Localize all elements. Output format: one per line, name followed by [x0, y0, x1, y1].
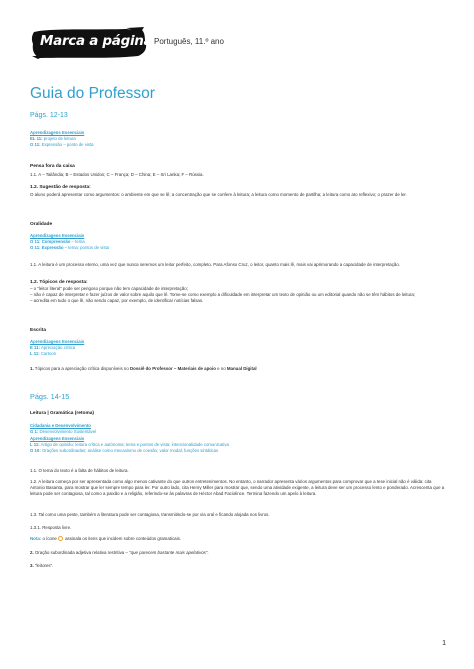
- answer-1-3: 1.3. Tal como uma peste, também a literatura pode ser contagiosa, transmitindo-se por via oral e ficando alojada nos livros.: [30, 512, 270, 517]
- ae-line: E 11: Apreciação crítica: [30, 345, 76, 350]
- ae-title: Aprendizagens Essenciais: [30, 339, 85, 344]
- subject-label: Português, 11.º ano: [154, 37, 224, 46]
- ae-line: G 10: Orações subordinadas; análise como mecanismo de coesão; valor modal; funções sintáticas: [30, 448, 219, 453]
- pages-label-2: Págs. 14-15: [30, 392, 70, 401]
- answer-text: 1.1. A leitura é um processo eterno, uma vez que nunca seremos um leitor perfeito, completo. Para Afonso Cruz, o leitor, quanto mais lê, mais vai aprimorando a capacidade de interpretação.: [30, 262, 400, 267]
- leitura-block: [30, 411, 445, 454]
- suggestion-title: 1.2. Sugestão de resposta:: [30, 185, 91, 190]
- topic-item: – acredita em tudo o que lê, não sendo capaz, por exemplo, de identificar notícias falsas.: [30, 298, 204, 303]
- topic-item: – o "leitor literal" pode ser perigoso porque não tem capacidade de interpretação;: [30, 286, 188, 291]
- answer-1-2: 1.2. A leitura começa por ser apresentada como algo menos cativante do que outros entretenimentos. No entanto, o narrador apresenta vários argumentos para comprovar que a tese inicial não é válida: cita Antonio Basanta, para mostrar que ler sempre tempo para ler. Por outro lado, cita Henry Miller para mostrar que, sendo uma atividade exigente, a leitura deve ser um processo lento e ponderado. Acrescenta que a leitura pode ser contagiosa, tal como a paixão e a religião, referindo-se às palavras de Héctor Abad Faciolince. Termina fazendo um apelo à leitura.: [30, 479, 445, 496]
- ae-line: O 11: Compreensão – tema: [30, 239, 85, 244]
- box-section: [30, 164, 445, 178]
- topic-item: – não é capaz de interpretar e fazer juízos de valor sobre aquilo que lê. Tome-se como exemplo a dificuldade em interpretar um texto de opinião ou um editorial quando não se têm hábitos de leitura;: [30, 292, 416, 297]
- oralidade-block: [30, 222, 445, 251]
- section-heading: Escrita: [30, 328, 46, 333]
- section-heading: Oralidade: [30, 222, 53, 227]
- pages-label-1: Págs. 12-13: [30, 112, 68, 119]
- answer-3: 3. "leitores".: [30, 563, 54, 568]
- section-heading: Pensa fora da caixa: [30, 164, 75, 169]
- brand-logo: [30, 26, 153, 60]
- header: [30, 26, 450, 62]
- suggestion-block: [30, 185, 445, 198]
- brand-name: Marca a página: [40, 33, 153, 49]
- oralidade-answer-1: [30, 262, 445, 268]
- ae-line: O 11: Expressão – ponto de vista: [30, 142, 94, 147]
- cid-line: G 1: Desenvolvimento Sustentável: [30, 429, 97, 434]
- answer-2: 2. Oração subordinada adjetiva relativa restritiva – "que parecem bastante mais apelativos".: [30, 550, 209, 555]
- ae-title: Aprendizagens Essenciais: [30, 436, 85, 441]
- ae-line: L 11: Artigo de opinião; leitura crítica e autónoma; tema e pontos de vista; intencionalidade comunicativa: [30, 442, 229, 447]
- ae-title: Aprendizagens Essenciais: [30, 130, 85, 135]
- suggestion-text: O aluno poderá apresentar como argumentos: o ambiente em que se lê; a concentração que se confere à leitura; a leitura como momento de partilha; a leitura como ato reflexivo; o prazer de ler.: [30, 192, 407, 197]
- lightbulb-icon: [58, 536, 63, 541]
- box-answer: 1.1. A – Tailândia; B – Estados Unidos; C – França; D – China; E – Sri Lanka; F – Rússia.: [30, 172, 204, 177]
- ae-line: O 11: Expressão – tema; pontos de vista: [30, 245, 110, 250]
- answer-1-3-1: 1.3.1. Resposta livre.: [30, 525, 72, 530]
- ae-line: EL 11: projeto de leitura: [30, 136, 76, 141]
- ae-block-1: [30, 130, 445, 148]
- answer-1-1: 1.1. O tema do texto é a falta de hábitos de leitura.: [30, 468, 129, 473]
- ae-line: L 11: Cartoon: [30, 351, 57, 356]
- page-title: Guia do Professor: [30, 85, 155, 102]
- escrita-block: [30, 328, 445, 357]
- ae-title: Aprendizagens Essenciais: [30, 233, 85, 238]
- oralidade-topics: [30, 280, 445, 304]
- escrita-answer: 1. Tópicos para a apreciação crítica disponíveis no Dossiê do Professor – Materiais de apoio e no Manual Digital: [30, 366, 257, 371]
- topics-title: 1.2. Tópicos de resposta:: [30, 280, 88, 285]
- cid-title: Cidadania e Desenvolvimento: [30, 423, 91, 428]
- section-heading: Leitura | Gramática (retoma): [30, 411, 94, 416]
- page-number: 1: [442, 640, 446, 647]
- grammar-note: Nota: o ícone assinala os itens que incidem sobre conteúdos gramaticais.: [30, 536, 182, 541]
